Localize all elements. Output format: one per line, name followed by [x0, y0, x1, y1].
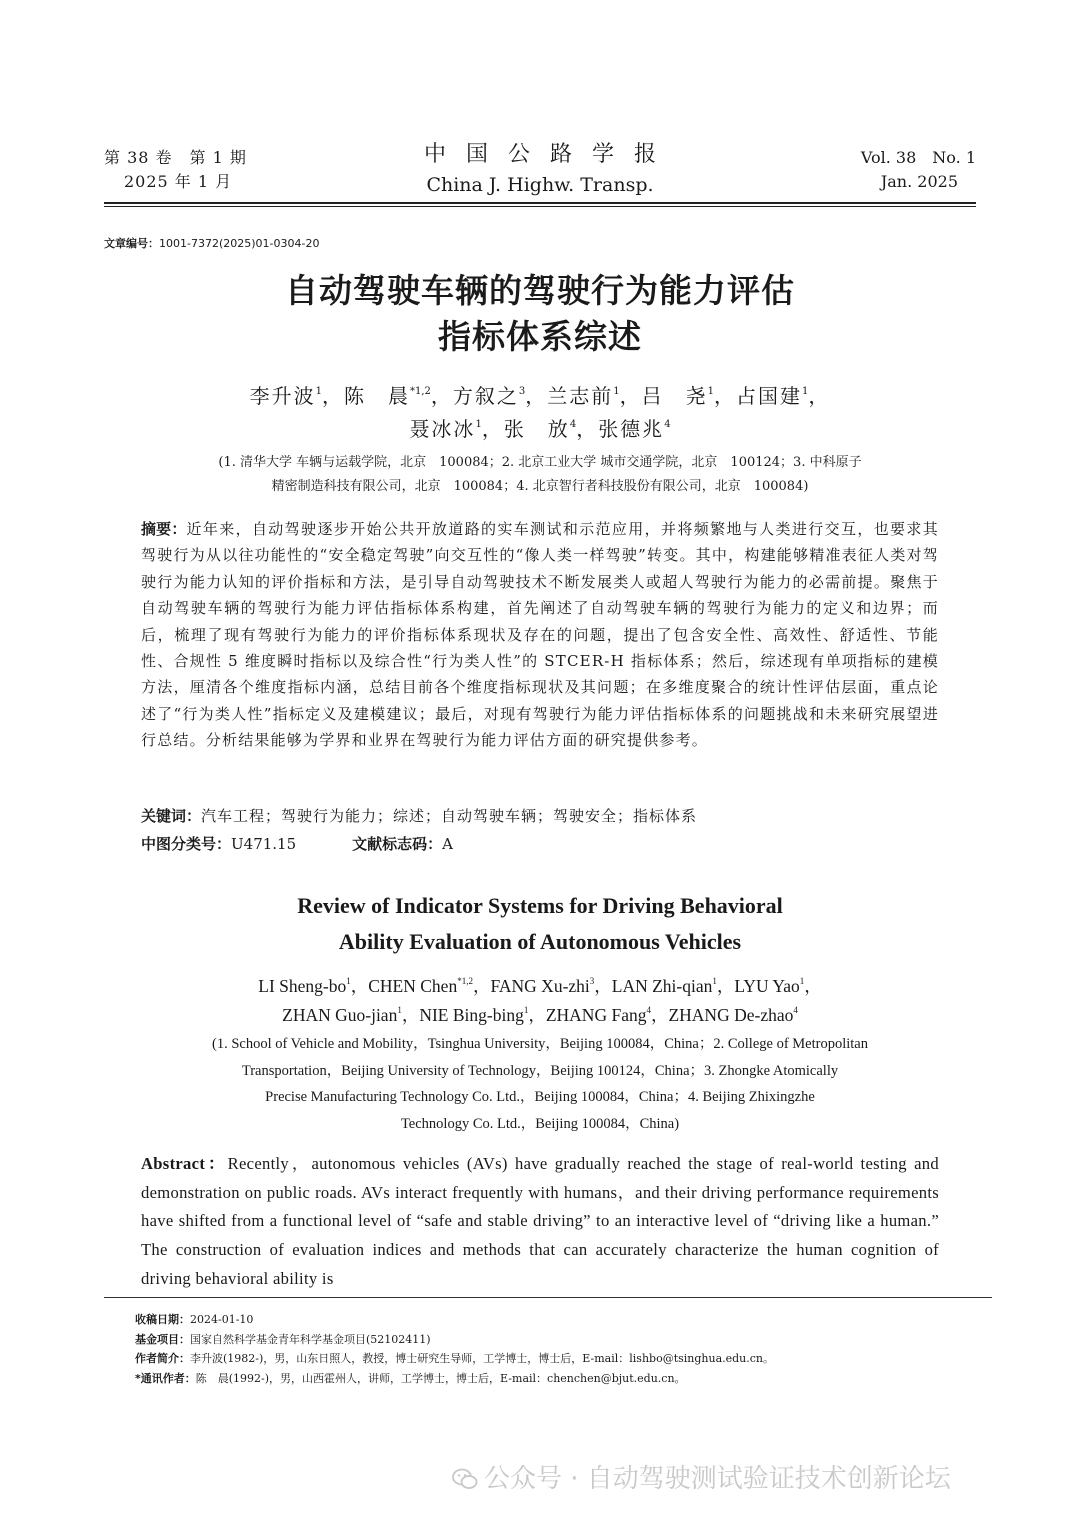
title-cn — [140, 268, 940, 360]
wechat-icon — [452, 1468, 478, 1490]
footnote-rule — [104, 1297, 992, 1298]
classification-cn — [141, 833, 939, 855]
journal-masthead — [340, 140, 740, 198]
title-cn-line2: 指标体系综述 — [438, 317, 642, 356]
affiliations-en-line1: (1. School of Vehicle and Mobility，Tsinghua University，Beijing 100084，China；2. College of Metropolitan — [212, 1036, 868, 1052]
affiliations-cn — [140, 451, 940, 499]
title-en — [140, 888, 940, 960]
header-rule-thin — [104, 206, 976, 207]
keywords-cn-text: 汽车工程；驾驶行为能力；综述；自动驾驶车辆；驾驶安全；指标体系 — [201, 807, 698, 825]
clc-value: U471.15 — [231, 835, 297, 853]
author-cn: 占国建$^1$， — [736, 384, 831, 408]
clc-label: 中图分类号： — [141, 835, 232, 853]
affiliations-en — [140, 1031, 940, 1137]
header-rule-thick — [104, 202, 976, 204]
article-number-value: 1001-7372(2025)01-0304-20 — [159, 237, 320, 250]
header-volume-cn — [104, 146, 247, 194]
affiliations-en-line3: Precise Manufacturing Technology Co. Ltd.，Beijing 100084，China；4. Beijing Zhixingzhe — [265, 1089, 815, 1105]
author-en: ZHAN Guo-jian$^1$， — [282, 1005, 420, 1025]
authors-cn — [120, 380, 960, 446]
title-en-line2: Ability Evaluation of Autonomous Vehicles — [338, 929, 742, 954]
author-cn: 方叙之$^3$， — [452, 384, 548, 408]
watermark-text: 公众号 · 自动驾驶测试验证技术创新论坛 — [484, 1464, 951, 1494]
authors-en — [120, 972, 960, 1030]
author-en: ZHANG Fang$^4$， — [545, 1005, 669, 1025]
fund-project: 基金项目：国家自然科学基金青年科学基金项目(52102411) — [135, 1332, 431, 1346]
author-cn: 聂冰冰$^1$， — [409, 417, 504, 441]
abstract-cn-text: 近年来，自动驾驶逐步开始公共开放道路的实车测试和示范应用，并将频繁地与人类进行交互，也要求其驾驶行为从以往功能性的“安全稳定驾驶”向交互性的“像人类一样驾驶”转变。其中，构建能够精准表征人类对驾驶行为能力认知的评价指标和方法，是引导自动驾驶技术不断发展类人或超人驾驶行为能力的必需前提。聚焦于自动驾驶车辆的驾驶行为能力评估指标体系构建，首先阐述了自动驾驶车辆的驾驶行为能力的定义和边界；而后，梳理了现有驾驶行为能力的评价指标体系现状及存在的问题，提出了包含安全性、高效性、舒适性、节能性、合规性 5 维度瞬时指标以及综合性“行为类人性”的 STCER-H 指标体系；然后，综述现有单项指标的建模方法，厘清各个维度指标内涵，总结目前各个维度指标现状及其问题；在多维度聚合的统计性评估层面，重点论述了“行为类人性”指标定义及建模建议；最后，对现有驾驶行为能力评估指标体系的问题挑战和未来研究展望进行总结。分析结果能够为学界和业界在驾驶行为能力评估方面的研究提供参考。 — [141, 520, 939, 750]
author-cn: 李升波$^1$， — [249, 384, 344, 408]
doc-code-value: A — [442, 835, 454, 853]
author-cn: 兰志前$^1$， — [547, 384, 642, 408]
watermark — [452, 1458, 951, 1495]
author-en: NIE Bing-bing$^1$， — [419, 1005, 546, 1025]
author-cn: 吕 尧$^1$， — [641, 384, 737, 408]
authors-en-line1 — [120, 972, 960, 1001]
article-number — [104, 235, 319, 251]
author-en: LI Sheng-$bo^1$， — [258, 976, 369, 996]
date-cn: 2025 年 1 月 — [124, 172, 233, 191]
affiliations-en-line2: Transportation，Beijing University of Technology，Beijing 100124，China；3. Zhongke Atomically — [241, 1062, 839, 1079]
abstract-cn — [141, 516, 939, 754]
abstract-en-label: Abstract： — [141, 1154, 228, 1173]
received-date: 收稿日期：2024-01-10 — [135, 1313, 254, 1326]
abstract-cn-label: 摘要： — [141, 520, 187, 538]
author-cn: 张 放$^4$， — [503, 417, 599, 441]
author-en: FANG Xu-zhi$^3$， — [490, 976, 612, 996]
affiliations-cn-line2: 精密制造科技有限公司，北京 100084；4. 北京智行者科技股份有限公司，北京 100084) — [271, 479, 809, 494]
author-cn: 陈 晨$^{*1,2}$， — [343, 384, 453, 408]
authors-cn-line2 — [120, 413, 960, 446]
footnotes — [135, 1310, 995, 1388]
volume-issue-cn: 第 38 卷 第 1 期 — [104, 148, 247, 167]
corresponding-author: *通讯作者：陈 晨(1992-)，男，山西霍州人，讲师，工学博士，博士后，E-mail：chenchen@bjut.edu.cn。 — [135, 1371, 686, 1385]
volume-issue-en: Vol. 38 No. 1 — [860, 148, 976, 167]
author-en: CHEN Chen$^{*1,2}$， — [368, 976, 491, 996]
title-en-line1: Review of Indicator Systems for Driving Behavioral — [297, 893, 783, 918]
article-number-label: 文章编号： — [104, 237, 159, 250]
title-cn-line1: 自动驾驶车辆的驾驶行为能力评估 — [285, 271, 795, 310]
header-volume-en — [861, 146, 976, 194]
authors-cn-line1 — [120, 380, 960, 413]
author-en: LAN Zhi-qian$^1$， — [611, 976, 735, 996]
abstract-en — [141, 1150, 939, 1294]
author-cn: 张德兆$^4$ — [598, 417, 671, 441]
keywords-cn — [141, 805, 939, 827]
author-en: ZHANG De-zhao$^4$ — [668, 1005, 798, 1025]
affiliations-cn-line1: (1. 清华大学 车辆与运载学院，北京 100084；2. 北京工业大学 城市交通学院，北京 100124；3. 中科原子 — [218, 455, 862, 470]
author-bio: 作者简介：李升波(1982-)，男，山东日照人，教授，博士研究生导师，工学博士，博士后，E-mail：lishbo@tsinghua.edu.cn。 — [135, 1352, 775, 1365]
abstract-en-text: Recently，autonomous vehicles (AVs) have gradually reached the stage of real-world testing and demonstration on public roads. AVs interact frequently with humans，and their driving performance requirements have shifted from a functional level of “safe and stable driving” to an interactive level of “driving like a human.” The construction of evaluation indices and methods that can accurately characterize the human cognition of driving behavioral ability is — [141, 1154, 939, 1288]
date-en: Jan. 2025 — [880, 172, 958, 191]
journal-name-en: China J. Highw. Transp. — [426, 174, 654, 196]
affiliations-en-line4: Technology Co. Ltd.，Beijing 100084，China) — [400, 1115, 680, 1132]
keywords-cn-label: 关键词： — [141, 807, 202, 825]
doc-code-label: 文献标志码： — [352, 835, 443, 853]
journal-name-cn: 中国公路学报 — [423, 142, 676, 167]
authors-en-line2 — [120, 1001, 960, 1030]
author-en: LYU Yao$^1$， — [734, 976, 822, 996]
